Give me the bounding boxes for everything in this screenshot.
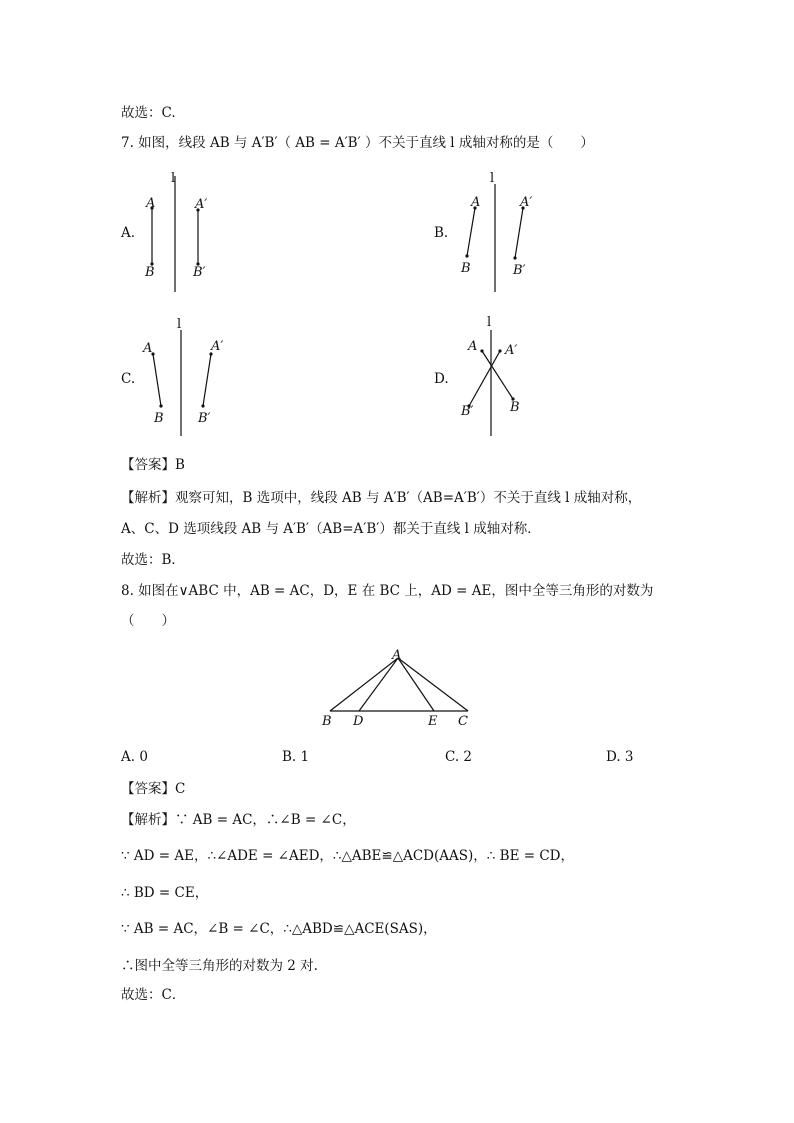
label-l: l: [490, 171, 495, 186]
label-l: l: [177, 317, 182, 332]
label-b: B: [461, 261, 471, 276]
q7-analysis-line-2: A、C、D 选项线段 AB 与 A′B′（AB=A′B′）都关于直线 l 成轴对称．: [121, 521, 541, 537]
point-b2: [201, 404, 204, 407]
label-a2: A′: [195, 197, 208, 212]
segment-a2b2: [203, 354, 211, 406]
label-a: A: [471, 195, 481, 210]
q8-option-d: D. 3: [606, 749, 634, 765]
q7-figure-c: [140, 312, 240, 442]
label-b: B: [510, 400, 520, 415]
answer-choice-line: 故选：C.: [121, 105, 176, 121]
question-8-stem: 8. 如图在∨ABC 中，AB = AC，D，E 在 BC 上，AD = AE，图中全等三角形的对数为: [121, 583, 654, 599]
segment-ac: [398, 658, 468, 711]
label-a: A: [143, 341, 153, 356]
q7-option-b-label: B.: [434, 225, 449, 241]
label-a: A: [146, 196, 156, 211]
label-b: B: [145, 265, 155, 280]
q7-option-c-label: C.: [121, 371, 136, 387]
q7-option-a-label: A.: [121, 225, 136, 241]
q8-analysis-line-1: 【解析】∵ AB = AC，∴∠B = ∠C，: [121, 812, 356, 828]
label-a2: A′: [211, 339, 224, 354]
label-b: B: [322, 714, 332, 729]
question-8-parens: （ ）: [121, 613, 175, 629]
label-a: A: [392, 648, 402, 663]
q7-figure-d: [455, 312, 545, 442]
q7-answer: 【答案】B: [121, 457, 185, 473]
segment-ae: [398, 658, 434, 711]
segment-a2b2: [469, 351, 500, 406]
q7-figure-b: [455, 168, 545, 298]
q8-option-a: A. 0: [121, 749, 148, 765]
label-b2: B′: [193, 265, 206, 280]
label-b2: B′: [461, 404, 474, 419]
segment-ab: [153, 354, 161, 406]
q8-analysis-line-2: ∵ AD = AE，∴∠ADE = ∠AED，∴△ABE≌△ACD(AAS)，∴ BE = CD，: [121, 848, 574, 864]
point-b: [159, 404, 162, 407]
q8-option-c: C. 2: [445, 749, 473, 765]
label-c: C: [458, 714, 468, 729]
label-l: l: [171, 171, 176, 186]
label-b: B: [154, 411, 164, 426]
q8-conclusion: 故选：C．: [121, 987, 186, 1003]
label-e: E: [428, 714, 438, 729]
question-7-stem: 7. 如图，线段 AB 与 A′B′（ AB = A′B′ ）不关于直线 l 成轴对称的是（ ）: [121, 135, 594, 151]
q8-triangle-figure: [318, 644, 478, 732]
label-a2: A′: [520, 195, 533, 210]
point-b: [465, 254, 468, 257]
q8-option-b: B. 1: [282, 749, 310, 765]
point-b2: [513, 256, 516, 259]
label-b2: B′: [513, 263, 526, 278]
segment-ab: [330, 658, 398, 711]
q7-analysis-line-1: 【解析】观察可知，B 选项中，线段 AB 与 A′B′（AB=A′B′）不关于直线 l 成轴对称，: [121, 490, 642, 506]
q7-conclusion: 故选：B．: [121, 552, 185, 568]
q7-figure-a: [140, 168, 220, 298]
segment-a2b2: [515, 208, 523, 258]
label-d: D: [353, 714, 364, 729]
label-l: l: [487, 315, 492, 330]
q7-option-d-label: D.: [434, 371, 449, 387]
point-a2: [498, 349, 501, 352]
point-a: [480, 349, 483, 352]
q8-analysis-line-5: ∴图中全等三角形的对数为 2 对.: [121, 958, 318, 974]
label-b2: B′: [198, 411, 211, 426]
label-a: A: [468, 339, 478, 354]
label-a2: A′: [505, 343, 518, 358]
q8-answer: 【答案】C: [121, 781, 186, 797]
q8-analysis-line-3: ∴ BD = CE，: [121, 885, 209, 901]
segment-ab: [467, 208, 475, 256]
q8-analysis-line-4: ∵ AB = AC，∠B = ∠C，∴△ABD≌△ACE(SAS)，: [121, 921, 437, 937]
